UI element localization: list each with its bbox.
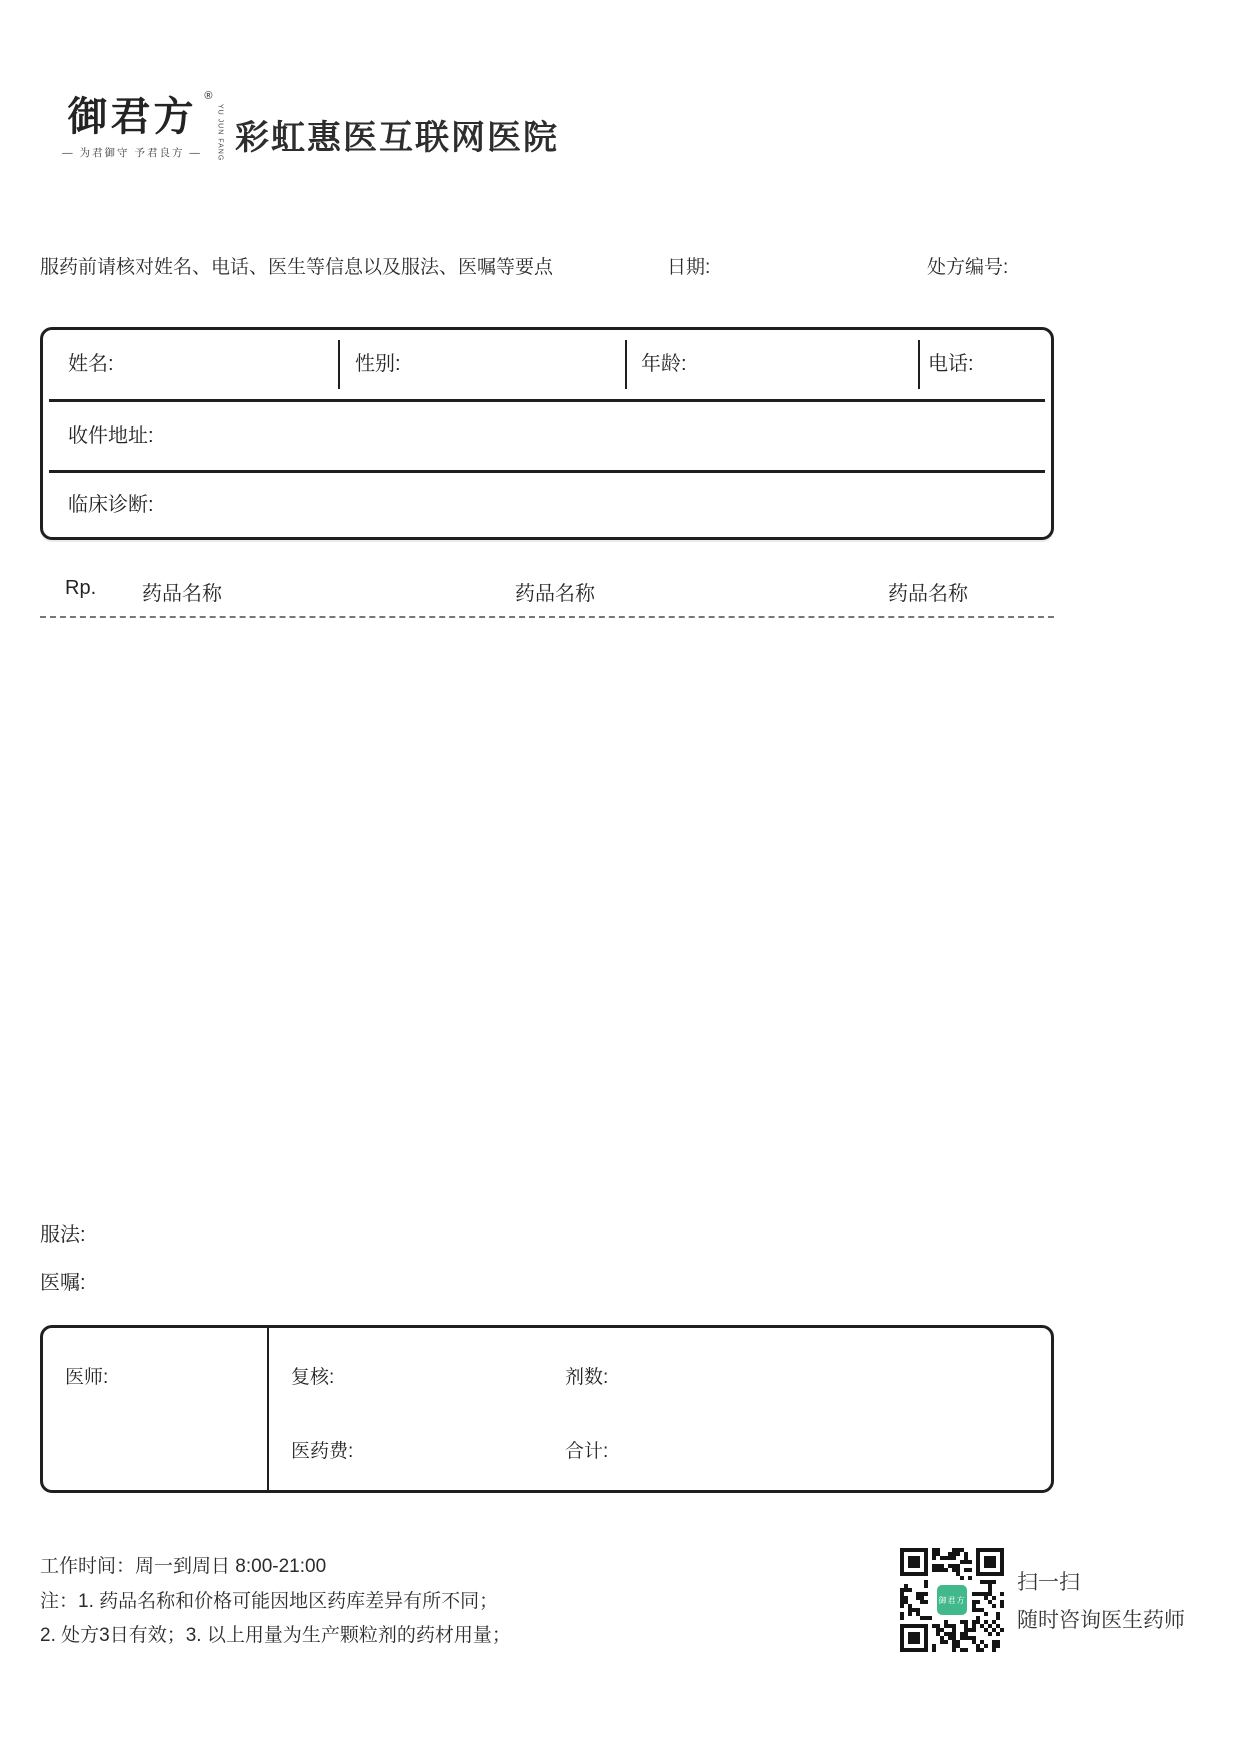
total-label: 合计: xyxy=(565,1441,609,1462)
signature-box xyxy=(40,1325,1054,1493)
drug-name-column-3: 药品名称 xyxy=(888,583,968,605)
prescription-number-label: 处方编号: xyxy=(927,257,1009,278)
address-row xyxy=(43,402,1051,470)
qr-code xyxy=(900,1548,1004,1652)
age-label: 年龄: xyxy=(641,353,687,375)
diagnosis-row xyxy=(43,473,1051,537)
brand-logo-pinyin: YU JUN FANG xyxy=(216,104,224,162)
signature-box-divider xyxy=(267,1328,269,1490)
brand-tagline: — 为君御守 予君良方 — xyxy=(62,147,202,159)
patient-info-box xyxy=(40,327,1054,540)
name-label: 姓名: xyxy=(68,353,114,375)
advice-label: 医嘱: xyxy=(40,1272,86,1294)
phone-label: 电话: xyxy=(928,353,974,375)
footer-note-1: 注：1. 药品名称和价格可能因地区药库差异有所不同； xyxy=(40,1591,499,1612)
medicine-fee-label: 医药费: xyxy=(291,1441,354,1462)
field-divider xyxy=(338,340,340,389)
scan-hint-line2: 随时咨询医生药师 xyxy=(1017,1609,1185,1632)
review-label: 复核: xyxy=(291,1367,335,1388)
brand-logo xyxy=(56,90,224,162)
usage-label: 服法: xyxy=(40,1224,86,1246)
scan-hint-line1: 扫一扫 xyxy=(1017,1571,1080,1594)
brand-logo-text: 御君方 xyxy=(67,93,197,140)
dashed-separator xyxy=(40,616,1054,618)
address-label: 收件地址: xyxy=(68,425,154,447)
verification-notice: 服药前请核对姓名、电话、医生等信息以及服法、医嘱等要点 xyxy=(40,257,554,278)
hospital-name: 彩虹惠医互联网医院 xyxy=(235,119,559,157)
patient-fields-row xyxy=(43,330,1051,399)
date-label: 日期: xyxy=(667,257,711,278)
diagnosis-label: 临床诊断: xyxy=(68,494,154,516)
registered-trademark-icon: ® xyxy=(204,90,213,102)
footer-note-2: 2. 处方3日有效；3. 以上用量为生产颗粒剂的药材用量； xyxy=(40,1625,511,1646)
qr-center-badge: 御君方 xyxy=(935,1583,969,1617)
rp-header-row xyxy=(40,577,1054,603)
dose-count-label: 剂数: xyxy=(565,1367,609,1388)
field-divider xyxy=(918,340,920,389)
field-divider xyxy=(625,340,627,389)
rp-label: Rp. xyxy=(65,577,97,599)
drug-name-column-2: 药品名称 xyxy=(515,583,595,605)
doctor-label: 医师: xyxy=(65,1367,109,1388)
gender-label: 性别: xyxy=(355,353,401,375)
drug-name-column-1: 药品名称 xyxy=(142,583,222,605)
working-hours: 工作时间：周一到周日 8:00-21:00 xyxy=(40,1556,327,1577)
